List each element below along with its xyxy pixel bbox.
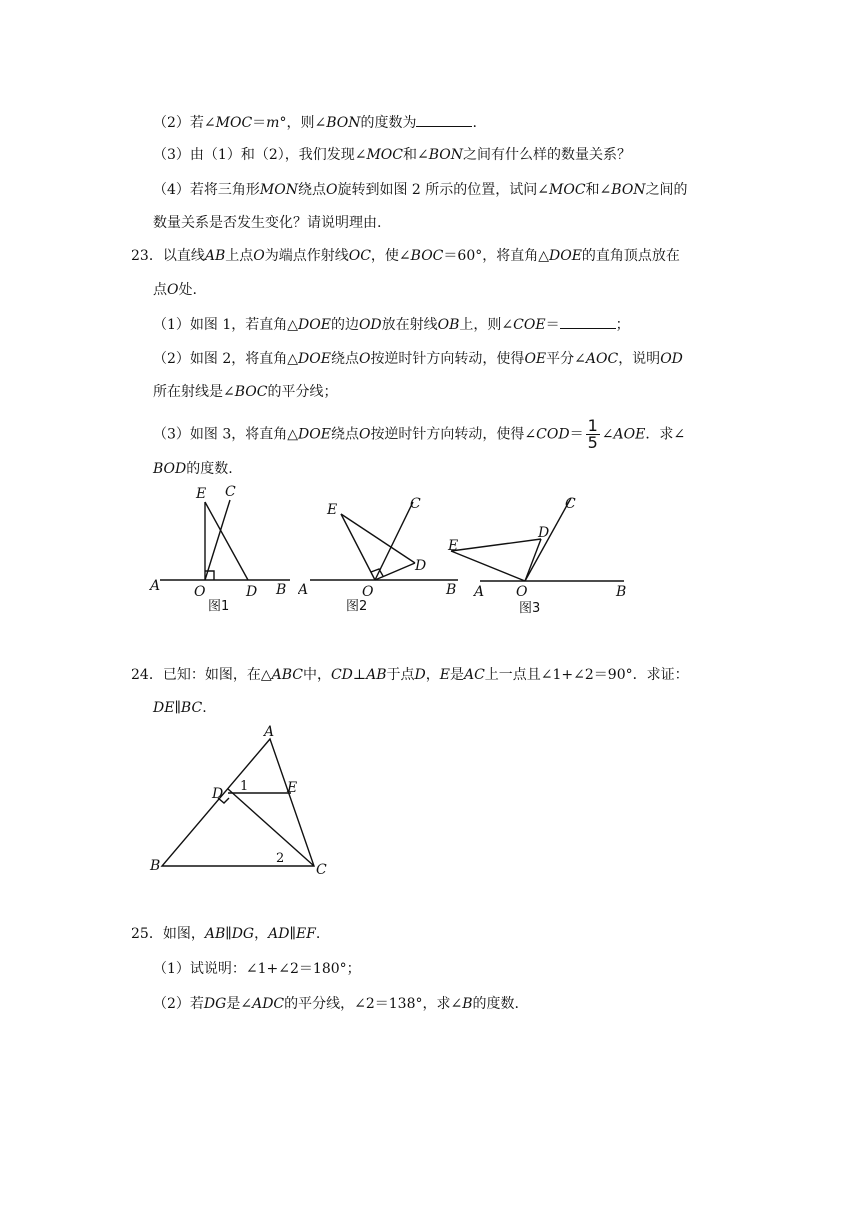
segment-od — [525, 539, 541, 581]
label-c: C — [225, 484, 236, 500]
q25-part2: （2）若DG是∠ADC的平分线，∠2＝138°，求∠B的度数. — [153, 996, 519, 1012]
label-b: B — [446, 582, 457, 598]
q23-stem: 23．以直线AB上点O为端点作射线OC，使∠BOC＝60°，将直角△DOE的直角顶点放在 — [131, 248, 680, 264]
figure-caption: 图1 — [208, 599, 230, 614]
fraction-one-fifth: $\frac{1}{5}$ — [587, 416, 598, 452]
figure-caption: 图2 — [346, 599, 368, 614]
q24-stem-cont: DE∥BC. — [153, 700, 207, 716]
q22-part2: （2）若∠MOC＝m°，则∠BON的度数为 . — [153, 112, 477, 133]
figure-caption: 图3 — [519, 601, 541, 616]
q22-part4-cont: 数量关系是否发生变化？请说明理由. — [153, 215, 382, 231]
label-e: E — [196, 486, 207, 502]
label-d: D — [415, 558, 427, 574]
label-a: A — [264, 724, 275, 740]
q25-stem: 25．如图，AB∥DG，AD∥EF. — [131, 926, 321, 942]
segment-ed — [451, 539, 541, 551]
label-a: A — [298, 582, 309, 598]
answer-blank — [560, 314, 616, 329]
triangle-abc — [162, 739, 314, 866]
label-b: B — [276, 582, 287, 598]
label-e: E — [287, 780, 298, 796]
label-b: B — [616, 584, 627, 600]
q23-part2-cont: 所在射线是∠BOC的平分线； — [153, 384, 338, 400]
label-d: D — [212, 786, 224, 802]
label-c: C — [316, 862, 327, 878]
label-e: E — [327, 502, 338, 518]
label-c: C — [410, 496, 421, 512]
q23-figure-2 — [298, 480, 468, 620]
q23-part3-cont: BOD的度数. — [153, 461, 233, 477]
label-angle-1: 1 — [240, 779, 249, 794]
answer-blank — [416, 112, 472, 127]
q23-part3: （3）如图 3，将直角△DOE绕点O按逆时针方向转动，使得∠COD＝ $\frac{1}{5}$ ∠AOE．求∠ — [153, 416, 686, 452]
label-e: E — [448, 538, 459, 554]
q23-part1: （1）如图 1，若直角△DOE的边OD放在射线OB上，则∠COE＝ ； — [153, 314, 630, 335]
q25-part1: （1）试说明：∠1+∠2＝180°； — [153, 961, 361, 977]
q24-stem: 24．已知：如图，在△ABC中，CD⊥AB于点D，E是AC上一点且∠1+∠2＝90°．求证： — [131, 667, 689, 683]
q24-figure — [140, 720, 340, 880]
label-o: O — [516, 584, 528, 600]
label-a: A — [150, 578, 161, 594]
label-angle-2: 2 — [276, 851, 285, 866]
q22-part4: （4）若将三角形MON绕点O旋转到如图 2 所示的位置，试问∠MOC和∠BON之间的 — [153, 182, 688, 198]
label-c: C — [565, 496, 576, 512]
label-b: B — [150, 858, 161, 874]
q22-part3: （3）由（1）和（2），我们发现∠MOC和∠BON之间有什么样的数量关系？ — [153, 147, 631, 163]
q23-stem-cont: 点O处. — [153, 282, 197, 298]
label-o: O — [362, 584, 374, 600]
q23-figure-1 — [140, 480, 300, 620]
segment-oe — [451, 551, 525, 581]
q23-part2: （2）如图 2，将直角△DOE绕点O按逆时针方向转动，使得OE平分∠AOC，说明OD — [153, 351, 683, 367]
q23-figure-3 — [444, 480, 640, 620]
segment-ed — [205, 502, 248, 580]
label-o: O — [194, 584, 206, 600]
label-d: D — [538, 525, 550, 541]
label-d: D — [246, 584, 258, 600]
segment-oe — [341, 514, 375, 580]
label-a: A — [474, 584, 485, 600]
